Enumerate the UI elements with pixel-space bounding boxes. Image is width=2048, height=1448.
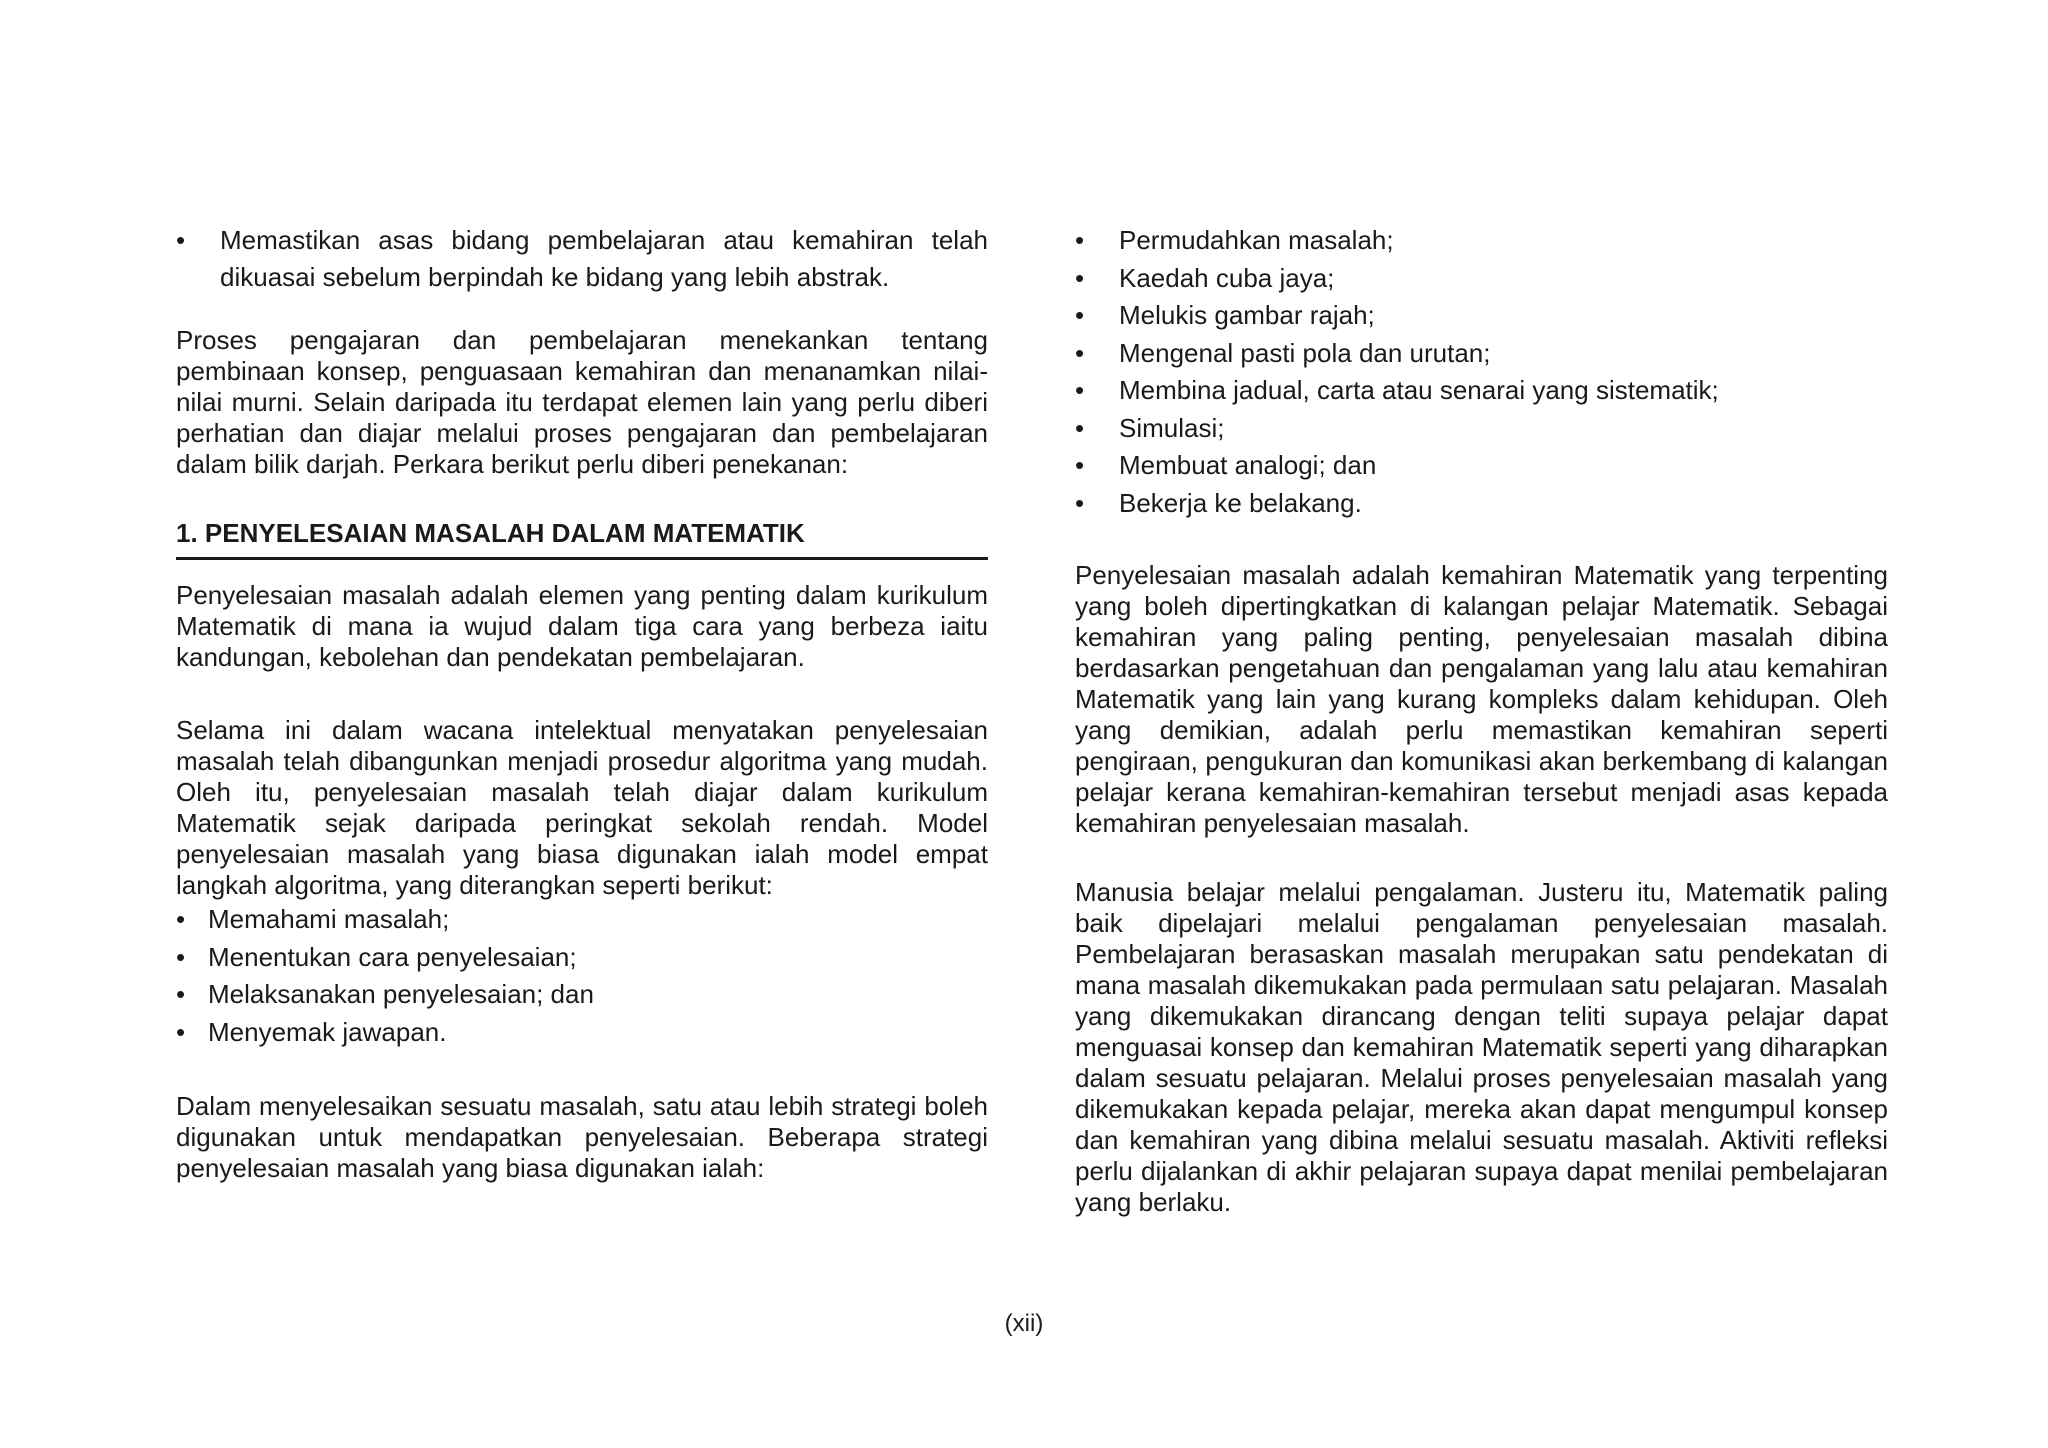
bullet-icon: • (1075, 300, 1085, 330)
list-item: • Bekerja ke belakang. (1075, 485, 1888, 523)
bullet-icon: • (1075, 262, 1085, 293)
list-item: • Menyemak jawapan. (176, 1014, 988, 1052)
bullet-icon: • (176, 941, 186, 972)
algorithm-steps-list (176, 901, 988, 1051)
list-item: • Permudahkan masalah; (1075, 222, 1888, 260)
bullet-icon: • (176, 1016, 186, 1047)
bullet-icon: • (1075, 225, 1085, 255)
paragraph-strategies-intro: Dalam menyelesaikan sesuatu masalah, satu atau lebih strategi boleh digunakan untuk mendapatkan penyelesaian. Beberapa strategi penyelesaian masalah yang biasa digunakan ialah: (176, 1091, 988, 1183)
list-item: • Menentukan cara penyelesaian; (176, 939, 988, 977)
bullet-icon: • (176, 225, 186, 255)
intro-bullet-text: Memastikan asas bidang pembelajaran atau kemahiran telah dikuasai sebelum berpindah ke bidang yang lebih abstrak. (220, 225, 988, 292)
list-item: • Kaedah cuba jaya; (1075, 260, 1888, 298)
paragraph-algorithm-model: Selama ini dalam wacana intelektual menyatakan penyelesaian masalah telah dibangunkan menjadi prosedur algoritma yang mudah. Oleh itu, penyelesaian masalah telah diajar dalam kurikulum Matematik sejak daripada peringkat sekolah rendah. Model penyelesaian masalah yang biasa digunakan ialah model empat langkah algoritma, yang diterangkan seperti berikut: (176, 715, 988, 900)
bullet-icon: • (1075, 412, 1085, 443)
page-number: (xii) (1004, 1310, 1044, 1337)
bullet-icon: • (1075, 450, 1085, 480)
left-column (176, 222, 988, 1184)
list-item: • Membuat analogi; dan (1075, 447, 1888, 485)
list-item: • Membina jadual, carta atau senarai yang sistematik; (1075, 372, 1888, 410)
list-item: • Simulasi; (1075, 410, 1888, 448)
bullet-icon: • (176, 979, 186, 1009)
paragraph-problem-solving-element: Penyelesaian masalah adalah elemen yang penting dalam kurikulum Matematik di mana ia wujud dalam tiga cara yang berbeza iaitu kandungan, kebolehan dan pendekatan pembelajaran. (176, 580, 988, 672)
paragraph-most-important-skill: Penyelesaian masalah adalah kemahiran Matematik yang terpenting yang boleh dipertingkatkan di kalangan pelajar Matematik. Sebagai kemahiran yang paling penting, penyelesaian masalah dibina berdasarkan pengetahuan dan pengalaman yang lalu atau kemahiran Matematik yang lain yang kurang kompleks dalam kehidupan. Oleh yang demikian, adalah perlu memastikan kemahiran seperti pengiraan, pengukuran dan komunikasi akan berkembang di kalangan pelajar kerana kemahiran-kemahiran tersebut menjadi asas kepada kemahiran penyelesaian masalah. (1075, 560, 1888, 838)
intro-bullet (176, 222, 988, 296)
bullet-icon: • (1075, 487, 1085, 518)
strategies-list (1075, 222, 1888, 522)
list-item: • Melukis gambar rajah; (1075, 297, 1888, 335)
bullet-icon: • (176, 904, 186, 934)
paragraph-learning-through-experience: Manusia belajar melalui pengalaman. Justeru itu, Matematik paling baik dipelajari melalui pengalaman penyelesaian masalah. Pembelajaran berasaskan masalah merupakan satu pendekatan di mana masalah dikemukakan pada permulaan satu pelajaran. Masalah yang dikemukakan dirancang dengan teliti supaya pelajar dapat menguasai konsep dan kemahiran Matematik seperti yang diharapkan dalam sesuatu pelajaran. Melalui proses penyelesaian masalah yang dikemukakan kepada pelajar, mereka akan dapat mengumpul konsep dan kemahiran yang dibina melalui sesuatu masalah. Aktiviti refleksi perlu dijalankan di akhir pelajaran supaya dapat menilai pembelajaran yang berlaku. (1075, 877, 1888, 1217)
list-item: • Melaksanakan penyelesaian; dan (176, 976, 988, 1014)
right-column (1075, 222, 1888, 1218)
bullet-icon: • (1075, 375, 1085, 405)
section-heading: 1. PENYELESAIAN MASALAH DALAM MATEMATIK (176, 518, 988, 560)
bullet-icon: • (1075, 337, 1085, 368)
paragraph-teaching-process: Proses pengajaran dan pembelajaran menekankan tentang pembinaan konsep, penguasaan kemahiran dan menanamkan nilai-nilai murni. Selain daripada itu terdapat elemen lain yang perlu diberi perhatian dan diajar melalui proses pengajaran dan pembelajaran dalam bilik darjah. Perkara berikut perlu diberi penekanan: (176, 325, 988, 479)
list-item: • Memahami masalah; (176, 901, 988, 939)
list-item: • Mengenal pasti pola dan urutan; (1075, 335, 1888, 373)
